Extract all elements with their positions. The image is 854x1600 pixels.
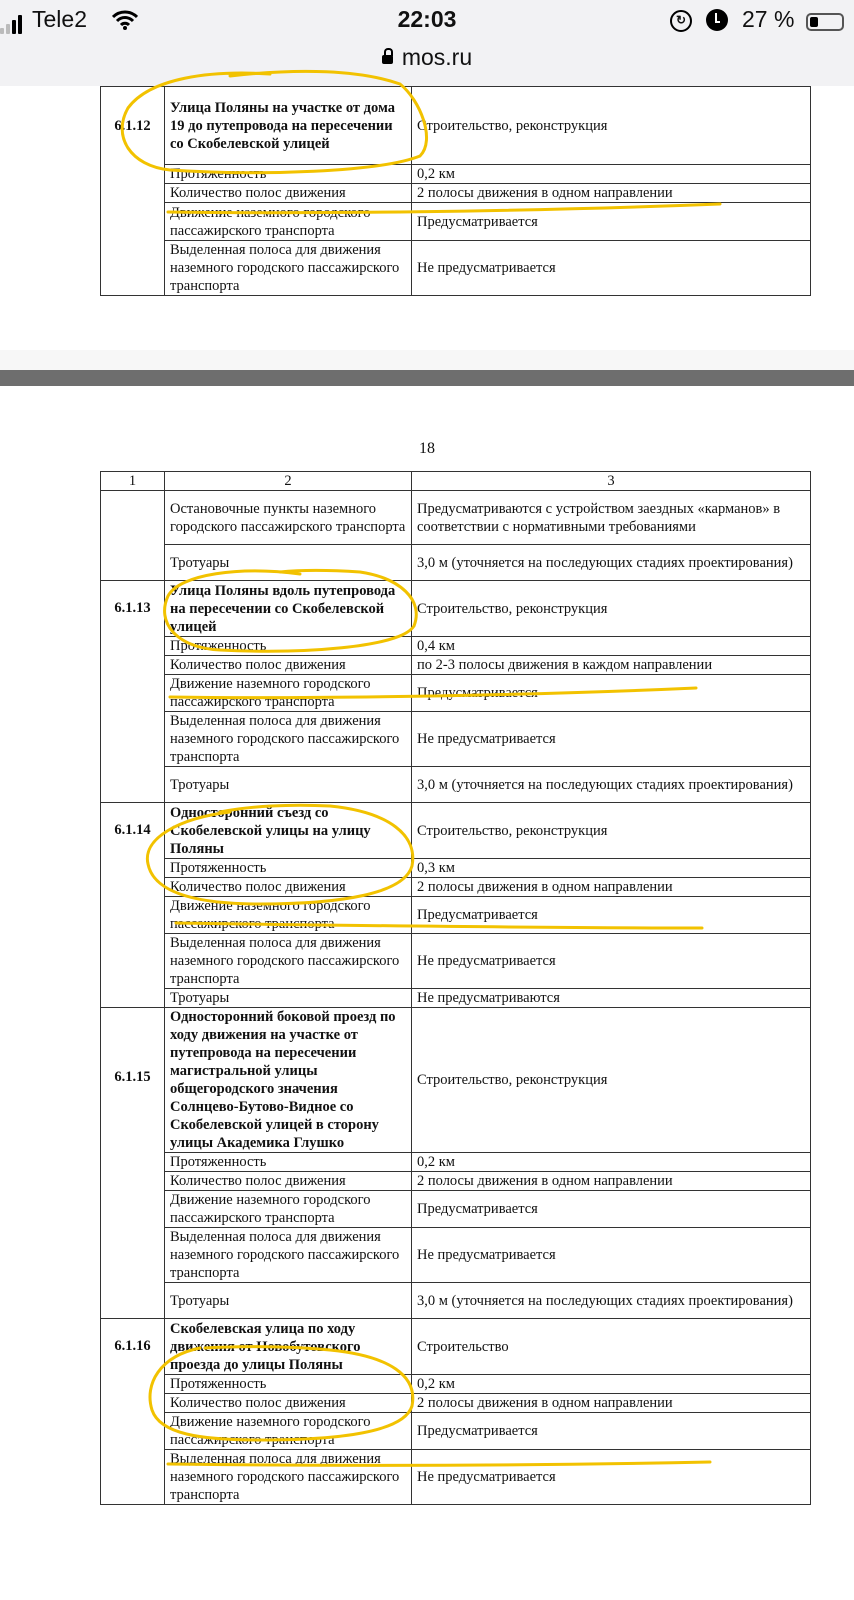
carrier-name: Tele2 — [32, 6, 87, 32]
row-number-cell: 6.1.14 — [101, 803, 165, 1008]
item-value-cell: Не предусматривается — [412, 934, 811, 989]
table-row — [101, 1008, 811, 1153]
table-row — [101, 675, 811, 712]
url-text: mos.ru — [401, 44, 473, 70]
item-value-cell: 2 полосы движения в одном направлении — [412, 184, 811, 203]
table-row — [101, 581, 811, 637]
column-header: 1 — [101, 472, 165, 491]
table-row — [101, 1413, 811, 1450]
item-value-cell: 2 полосы движения в одном направлении — [412, 1172, 811, 1191]
table-row — [101, 934, 811, 989]
row-number-cell: 6.1.13 — [101, 581, 165, 803]
row-number-cell — [101, 491, 165, 581]
item-value-cell: Предусматривается — [412, 203, 811, 241]
table-row — [101, 1228, 811, 1283]
table-row — [101, 637, 811, 656]
item-name-cell: Движение наземного городского пассажирского транспорта — [165, 203, 412, 241]
item-name-cell: Выделенная полоса для движения наземного городского пассажирского транспорта — [165, 1450, 412, 1505]
item-value-cell: Строительство, реконструкция — [412, 1008, 811, 1153]
address-bar[interactable] — [0, 44, 854, 71]
item-value-cell: Предусматривается — [412, 1191, 811, 1228]
row-number-cell: 6.1.16 — [101, 1319, 165, 1505]
page-divider — [0, 370, 854, 386]
table-row — [101, 1153, 811, 1172]
item-name-cell: Количество полос движения — [165, 184, 412, 203]
item-name-cell: Остановочные пункты наземного городского пассажирского транспорта — [165, 491, 412, 545]
page-number: 18 — [419, 440, 435, 457]
table-row — [101, 1394, 811, 1413]
item-name-cell: Улица Поляны вдоль путепровода на пересечении со Скобелевской улицей — [165, 581, 412, 637]
row-number-cell: 6.1.12 — [101, 87, 165, 296]
item-name-cell: Тротуары — [165, 767, 412, 803]
table-header-row — [101, 472, 811, 491]
item-name-cell: Движение наземного городского пассажирского транспорта — [165, 675, 412, 712]
item-name-cell: Односторонний боковой проезд по ходу движения на участке от путепровода на пересечении магистральной улицы общегородского значения Солнцево-Бутово-Видное со Скобелевской улицей в сторону улицы Академика Глушко — [165, 1008, 412, 1153]
item-name-cell: Выделенная полоса для движения наземного городского пассажирского транспорта — [165, 241, 412, 296]
column-header: 2 — [165, 472, 412, 491]
row-number-cell: 6.1.15 — [101, 1008, 165, 1319]
item-value-cell: 3,0 м (уточняется на последующих стадиях проектирования) — [412, 1283, 811, 1319]
item-name-cell: Выделенная полоса для движения наземного городского пассажирского транспорта — [165, 712, 412, 767]
item-value-cell: 0,3 км — [412, 859, 811, 878]
table-row — [101, 712, 811, 767]
column-header: 3 — [412, 472, 811, 491]
table-row — [101, 1283, 811, 1319]
padlock-icon — [382, 55, 393, 64]
item-name-cell: Движение наземного городского пассажирского транспорта — [165, 1413, 412, 1450]
table-top-fragment — [100, 86, 811, 296]
item-value-cell: 3,0 м (уточняется на последующих стадиях проектирования) — [412, 545, 811, 581]
table-row — [101, 203, 811, 241]
item-value-cell: 2 полосы движения в одном направлении — [412, 878, 811, 897]
item-value-cell: 0,2 км — [412, 165, 811, 184]
table-row — [101, 1450, 811, 1505]
table-row — [101, 1172, 811, 1191]
item-value-cell: 0,2 км — [412, 1375, 811, 1394]
item-value-cell: Не предусматривается — [412, 712, 811, 767]
item-value-cell: Строительство, реконструкция — [412, 87, 811, 165]
item-value-cell: по 2-3 полосы движения в каждом направлении — [412, 656, 811, 675]
table-row — [101, 1375, 811, 1394]
item-value-cell: Предусматривается — [412, 675, 811, 712]
item-value-cell: 2 полосы движения в одном направлении — [412, 1394, 811, 1413]
table-row — [101, 878, 811, 897]
item-name-cell: Улица Поляны на участке от дома 19 до путепровода на пересечении со Скобелевской улицей — [165, 87, 412, 165]
table-row — [101, 491, 811, 545]
item-name-cell: Протяженность — [165, 1153, 412, 1172]
battery-icon — [806, 13, 844, 31]
page-gap — [0, 350, 854, 370]
table-row — [101, 897, 811, 934]
item-name-cell: Тротуары — [165, 1283, 412, 1319]
item-value-cell: 3,0 м (уточняется на последующих стадиях проектирования) — [412, 767, 811, 803]
item-name-cell: Протяженность — [165, 165, 412, 184]
table-row — [101, 87, 811, 165]
rotation-lock-icon: ↻ — [670, 10, 692, 32]
table-row — [101, 989, 811, 1008]
item-name-cell: Скобелевская улица по ходу движения от Новобутовского проезда до улицы Поляны — [165, 1319, 412, 1375]
table-row — [101, 803, 811, 859]
item-value-cell: Строительство — [412, 1319, 811, 1375]
item-name-cell: Тротуары — [165, 545, 412, 581]
item-value-cell: 0,2 км — [412, 1153, 811, 1172]
table-main — [100, 471, 811, 1505]
item-name-cell: Движение наземного городского пассажирского транспорта — [165, 1191, 412, 1228]
item-name-cell: Протяженность — [165, 1375, 412, 1394]
item-value-cell: Не предусматриваются — [412, 989, 811, 1008]
alarm-icon — [706, 9, 728, 31]
item-value-cell: Предусматривается — [412, 897, 811, 934]
clock: 22:03 — [397, 6, 457, 32]
table-row — [101, 767, 811, 803]
item-name-cell: Количество полос движения — [165, 1394, 412, 1413]
item-value-cell: Строительство, реконструкция — [412, 803, 811, 859]
item-value-cell: Не предусматривается — [412, 1450, 811, 1505]
table-row — [101, 545, 811, 581]
table-row — [101, 165, 811, 184]
status-bar — [0, 0, 854, 86]
table-row — [101, 656, 811, 675]
item-name-cell: Протяженность — [165, 637, 412, 656]
item-name-cell: Движение наземного городского пассажирского транспорта — [165, 897, 412, 934]
item-value-cell: Строительство, реконструкция — [412, 581, 811, 637]
table-row — [101, 241, 811, 296]
item-name-cell: Протяженность — [165, 859, 412, 878]
item-name-cell: Тротуары — [165, 989, 412, 1008]
table-row — [101, 1319, 811, 1375]
item-name-cell: Количество полос движения — [165, 878, 412, 897]
item-value-cell: Не предусматривается — [412, 241, 811, 296]
item-name-cell: Выделенная полоса для движения наземного городского пассажирского транспорта — [165, 934, 412, 989]
item-name-cell: Количество полос движения — [165, 656, 412, 675]
item-value-cell: 0,4 км — [412, 637, 811, 656]
table-row — [101, 1191, 811, 1228]
item-value-cell: Не предусматривается — [412, 1228, 811, 1283]
battery-percentage: 27 % — [742, 6, 795, 32]
table-row — [101, 859, 811, 878]
item-name-cell: Количество полос движения — [165, 1172, 412, 1191]
item-value-cell: Предусматривается — [412, 1413, 811, 1450]
item-value-cell: Предусматриваются с устройством заездных «карманов» в соответствии с нормативными требованиями — [412, 491, 811, 545]
item-name-cell: Односторонний съезд со Скобелевской улицы на улицу Поляны — [165, 803, 412, 859]
item-name-cell: Выделенная полоса для движения наземного городского пассажирского транспорта — [165, 1228, 412, 1283]
table-row — [101, 184, 811, 203]
